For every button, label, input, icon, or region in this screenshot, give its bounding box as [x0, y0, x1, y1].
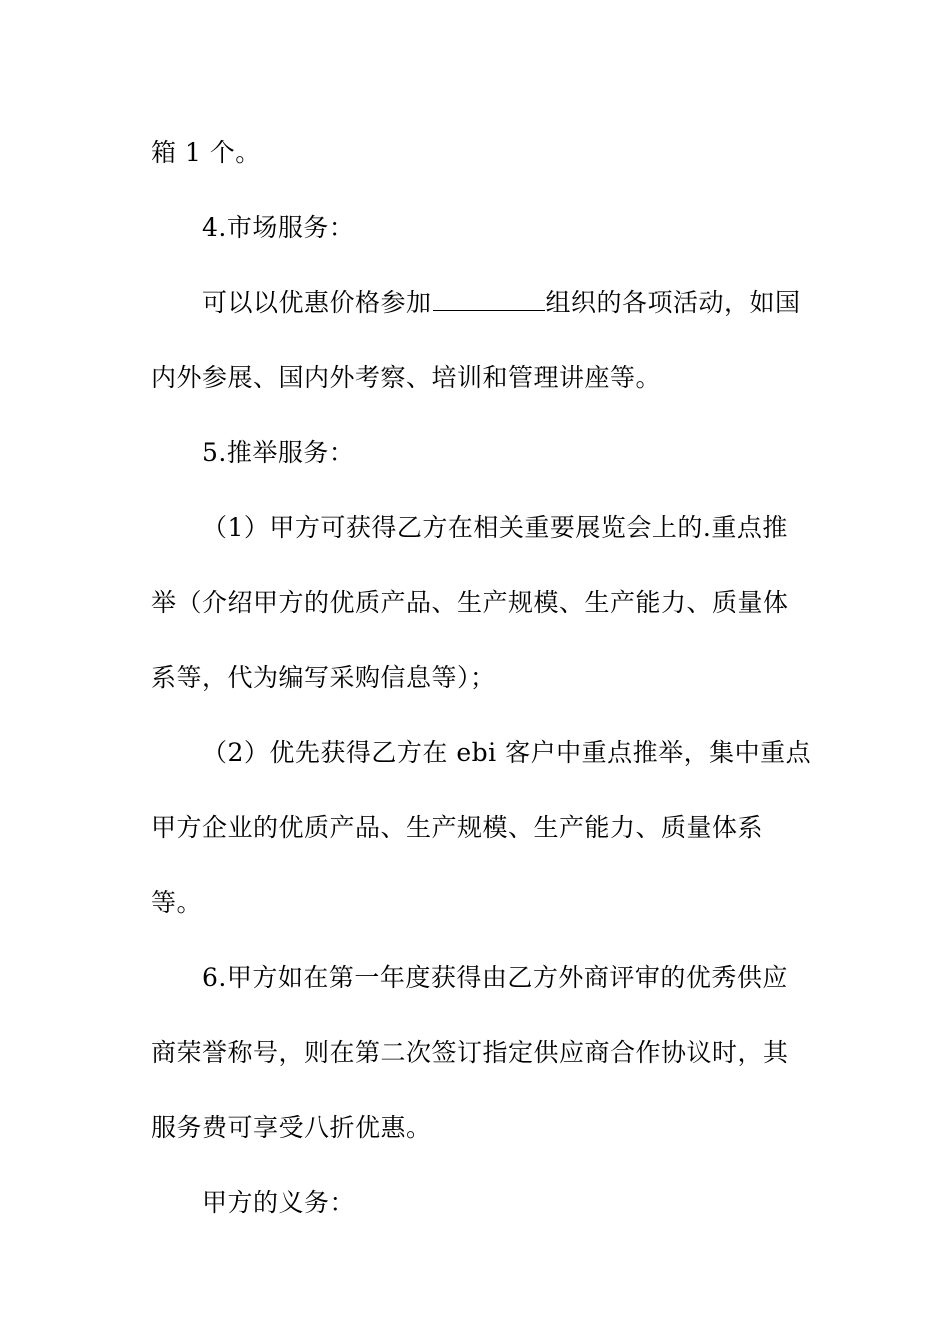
text-line-market-service [202, 288, 801, 318]
text-line-item-1-c: 系等，代为编写采购信息等）； [151, 663, 496, 692]
text-line-item-6-a: 6.甲方如在第一年度获得由乙方外商评审的优秀供应 [202, 963, 788, 992]
text-line-item-2-b: 甲方企业的优质产品、生产规模、生产能力、质量体系 [151, 813, 764, 842]
text-line-box-count: 箱 1 个。 [151, 138, 261, 167]
text-line-item-1-a: （1）甲方可获得乙方在相关重要展览会上的.重点推 [202, 513, 788, 542]
text-line-item-1-b: 举（介绍甲方的优质产品、生产规模、生产能力、质量体 [151, 588, 789, 617]
text-line-item-2-a: （2）优先获得乙方在 ebi 客户中重点推举，集中重点 [202, 738, 812, 767]
text-segment-after-blank: 组织的各项活动，如国 [545, 288, 801, 317]
heading-recommendation-service: 5.推举服务： [202, 438, 355, 467]
text-line-item-2-c: 等。 [151, 888, 203, 917]
text-line-activities: 内外参展、国内外考察、培训和管理讲座等。 [151, 363, 662, 392]
fill-in-blank [433, 288, 545, 311]
text-line-item-6-c: 服务费可享受八折优惠。 [151, 1113, 432, 1142]
text-line-item-6-b: 商荣誉称号，则在第二次签订指定供应商合作协议时，其 [151, 1038, 789, 1067]
text-segment-before-blank: 可以以优惠价格参加 [202, 288, 432, 317]
heading-party-a-obligations: 甲方的义务： [202, 1188, 356, 1217]
heading-market-service: 4.市场服务： [202, 213, 355, 242]
